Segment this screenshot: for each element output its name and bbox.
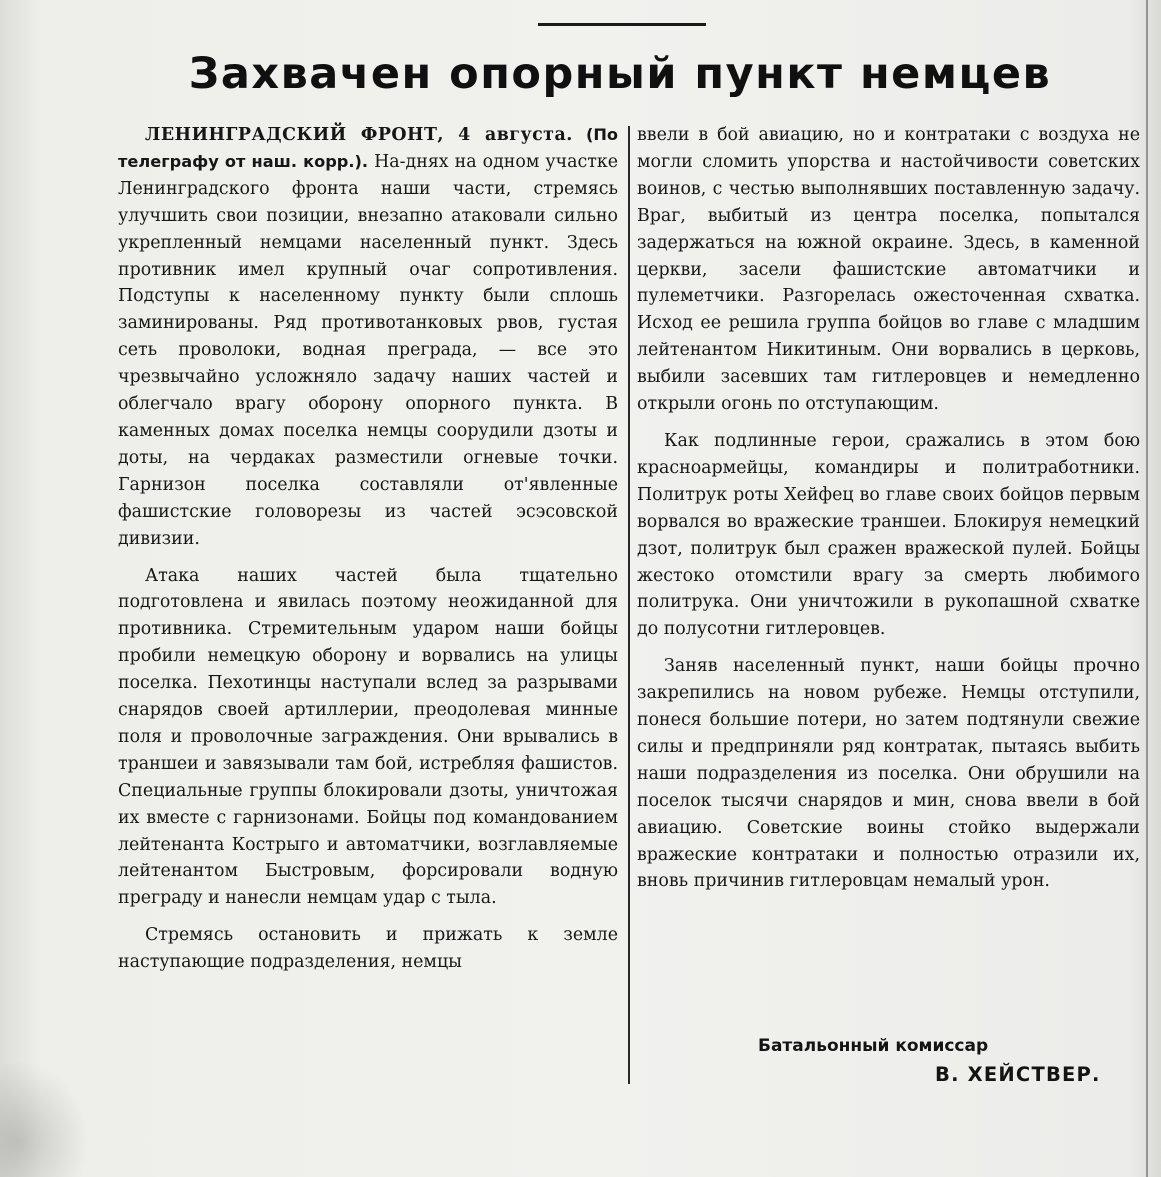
paragraph-5: Заняв населенный пункт, наши бойцы прочно закрепились на новом рубеже. Немцы отступили, понеся большие потери, но затем подтянули свежие силы и предприняли ряд контратак, пытаясь выбить наши подразделения из поселка. Они обрушили на поселок тысячи снарядов и мин, снова ввели в бой авиацию. Советские воины стойко выдержали вражеские контратаки и полностью отразили их, вновь причинив гитлеровцам немалый урон.	[637, 656, 1140, 892]
paragraph-3-continued: ввели в бой авиацию, но и контратаки с воздуха не могли сломить упорства и настойчивости советских воинов, с честью выполнявших поставленную задачу. Враг, выбитый из центра поселка, попытался задержаться на южной окраине. Здесь, в каменной церкви, засели фашистские автоматчики и пулеметчики. Разгорелась ожесточенная схватка. Исход ее решила группа бойцов во главе с младшим лейтенантом Никитиным. Они ворвались в церковь, выбили засевших там гитлеровцев и немедленно открыли огонь по отступающим.	[637, 125, 1140, 415]
top-rule	[538, 23, 706, 26]
dateline: ЛЕНИНГРАДСКИЙ ФРОНТ, 4 августа.	[145, 125, 573, 145]
paragraph-1-text: На-днях на одном участке Ленинградского фронта наши части, стремясь улучшить свои позиции, внезапно атаковали сильно укрепленный немцами населенный пункт. Здесь противник имел крупный очаг сопротивления. Подступы к населенному пункту были сплошь заминированы. Ряд противотанковых рвов, густая сеть проволоки, водная преграда, — все это чрезвычайно усложняло задачу наших частей и облегчало врагу оборону опорного пункта. В каменных домах поселка немцы соорудили дзоты и доты, на чердаках разместили огневые точки. Гарнизон поселка составляли от'явленные фашистские головорезы из частей эсэсовской дивизии.	[118, 151, 619, 549]
article-column-left	[118, 122, 618, 986]
paper-smudge	[0, 1060, 90, 1177]
paragraph-2: Атака наших частей была тщательно подготовлена и явилась поэтому неожиданной для противника. Стремительным ударом наши бойцы пробили немецкую оборону и ворвались на улицы поселка. Пехотинцы наступали вслед за разрывами снарядов своей артиллерии, преодолевая минные поля и проволочные заграждения. Они врывались в траншеи и завязывали там бой, истребляя фашистов. Специальные группы блокировали дзоты, уничтожая их вместе с гарнизонами. Бойцы под командованием лейтенанта Кострыго и автоматчики, возглавляемые лейтенантом Быстровым, форсировали водную преграду и нанесли немцам удар с тыла.	[118, 565, 618, 909]
source-note: (По телеграфу от наш. корр.).	[118, 125, 619, 171]
article-column-right	[637, 122, 1140, 905]
article-headline: Захвачен опорный пункт немцев	[188, 49, 1052, 99]
signature-name: В. ХЕЙСТВЕР.	[935, 1063, 1101, 1086]
paragraph-1	[118, 122, 618, 553]
page-edge-rule	[1146, 0, 1148, 1177]
paragraph-4: Как подлинные герои, сражались в этом бою красноармейцы, командиры и политработники. Политрук роты Хейфец во главе своих бойцов первым ворвался во вражеские траншеи. Блокируя немецкий дзот, политрук был сражен вражеской пулей. Бойцы жестоко отомстили врагу за смерть любимого политрука. Они уничтожили в рукопашной схватке до полусотни гитлеровцев.	[637, 430, 1140, 640]
paragraph-3-start: Стремясь остановить и прижать к земле наступающие подразделения, немцы	[118, 925, 618, 973]
column-divider	[628, 126, 630, 1084]
signature-rank: Батальонный комиссар	[758, 1036, 989, 1056]
